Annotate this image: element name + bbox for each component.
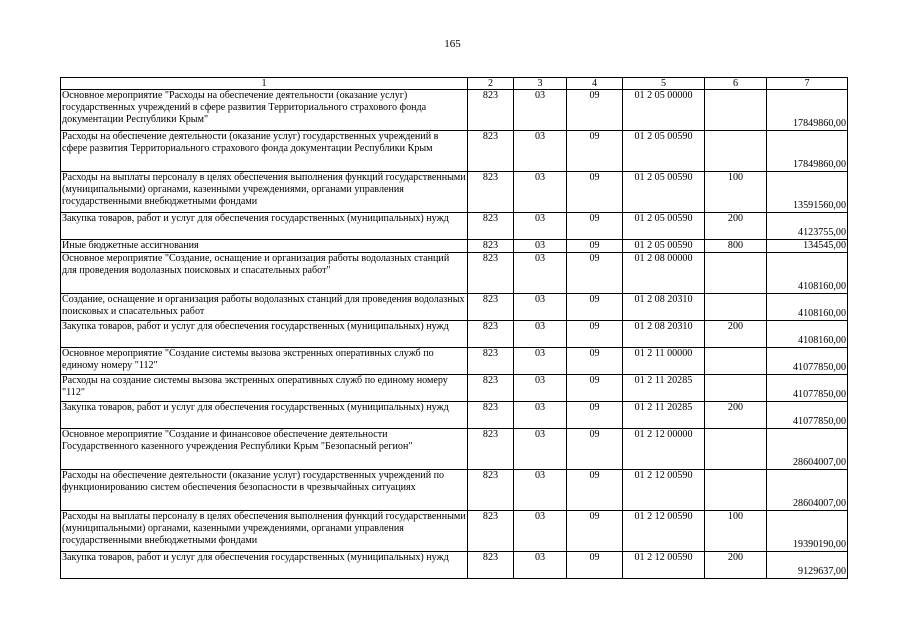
cell-col2: 823 [468, 90, 514, 131]
table-row [61, 172, 848, 213]
cell-amount: 13591560,00 [767, 172, 848, 213]
cell-amount: 4123755,00 [767, 213, 848, 240]
cell-col2: 823 [468, 402, 514, 429]
cell-col3: 03 [514, 172, 567, 213]
row-name: Расходы на обеспечение деятельности (оказание услуг) государственных учреждений по функционированию систем обеспечения безопасности в чрезвычайных ситуациях [61, 470, 468, 511]
cell-amount: 41077850,00 [767, 375, 848, 402]
cell-col3: 03 [514, 348, 567, 375]
cell-col4: 09 [567, 253, 623, 294]
table-row [61, 402, 848, 429]
cell-col5: 01 2 05 00590 [623, 240, 705, 253]
table-header-row [61, 78, 848, 90]
row-name: Закупка товаров, работ и услуг для обеспечения государственных (муниципальных) нужд [61, 552, 468, 579]
cell-col2: 823 [468, 348, 514, 375]
cell-col4: 09 [567, 294, 623, 321]
cell-col5: 01 2 08 00000 [623, 253, 705, 294]
row-name: Основное мероприятие "Расходы на обеспечение деятельности (оказание услуг) государственных учреждений в сфере развития Территориального страхового фонда документации Республики Крым" [61, 90, 468, 131]
cell-col6: 800 [705, 240, 767, 253]
cell-col5: 01 2 05 00000 [623, 90, 705, 131]
row-name: Основное мероприятие "Создание и финансовое обеспечение деятельности Государственного казенного учреждения Республики Крым "Безопасный регион" [61, 429, 468, 470]
cell-col5: 01 2 05 00590 [623, 213, 705, 240]
cell-col6 [705, 294, 767, 321]
table-row [61, 253, 848, 294]
cell-col6: 200 [705, 402, 767, 429]
cell-col5: 01 2 11 20285 [623, 375, 705, 402]
row-name: Расходы на выплаты персоналу в целях обеспечения выполнения функций государственными (муниципальными) органами, казенными учреждениями, органами управления государственными внебюджетными фондами [61, 511, 468, 552]
cell-col2: 823 [468, 172, 514, 213]
row-name: Закупка товаров, работ и услуг для обеспечения государственных (муниципальных) нужд [61, 213, 468, 240]
cell-amount: 4108160,00 [767, 321, 848, 348]
cell-col5: 01 2 08 20310 [623, 321, 705, 348]
cell-col2: 823 [468, 213, 514, 240]
table-row [61, 240, 848, 253]
cell-col6 [705, 131, 767, 172]
cell-col4: 09 [567, 511, 623, 552]
cell-col6 [705, 348, 767, 375]
cell-col2: 823 [468, 552, 514, 579]
cell-amount: 4108160,00 [767, 294, 848, 321]
table-row [61, 348, 848, 375]
cell-col3: 03 [514, 429, 567, 470]
cell-col5: 01 2 08 20310 [623, 294, 705, 321]
cell-col3: 03 [514, 240, 567, 253]
cell-col5: 01 2 05 00590 [623, 131, 705, 172]
cell-col5: 01 2 11 00000 [623, 348, 705, 375]
cell-col3: 03 [514, 470, 567, 511]
cell-col3: 03 [514, 213, 567, 240]
cell-col6: 200 [705, 213, 767, 240]
cell-col2: 823 [468, 375, 514, 402]
cell-amount: 41077850,00 [767, 402, 848, 429]
table-row [61, 321, 848, 348]
table-row [61, 511, 848, 552]
cell-col6: 100 [705, 172, 767, 213]
cell-col6 [705, 470, 767, 511]
cell-col4: 09 [567, 375, 623, 402]
row-name: Расходы на обеспечение деятельности (оказание услуг) государственных учреждений в сфере развития Территориального страхового фонда документации Республики Крым [61, 131, 468, 172]
cell-col3: 03 [514, 402, 567, 429]
cell-amount: 4108160,00 [767, 253, 848, 294]
row-name: Иные бюджетные ассигнования [61, 240, 468, 253]
column-header: 1 [61, 78, 468, 90]
table-row [61, 131, 848, 172]
table-row [61, 552, 848, 579]
cell-col4: 09 [567, 213, 623, 240]
cell-col3: 03 [514, 90, 567, 131]
cell-amount: 9129637,00 [767, 552, 848, 579]
cell-col3: 03 [514, 294, 567, 321]
cell-col3: 03 [514, 375, 567, 402]
row-name: Расходы на создание системы вызова экстренных оперативных служб по единому номеру "112" [61, 375, 468, 402]
cell-col2: 823 [468, 511, 514, 552]
cell-amount: 134545,00 [767, 240, 848, 253]
cell-col4: 09 [567, 321, 623, 348]
cell-col6 [705, 90, 767, 131]
cell-col2: 823 [468, 470, 514, 511]
cell-col3: 03 [514, 511, 567, 552]
row-name: Расходы на выплаты персоналу в целях обеспечения выполнения функций государственными (муниципальными) органами, казенными учреждениями, органами управления государственными внебюджетными фондами [61, 172, 468, 213]
column-header: 7 [767, 78, 848, 90]
cell-col2: 823 [468, 253, 514, 294]
cell-col5: 01 2 12 00590 [623, 470, 705, 511]
cell-col6 [705, 429, 767, 470]
cell-col6: 200 [705, 552, 767, 579]
cell-col4: 09 [567, 131, 623, 172]
row-name: Закупка товаров, работ и услуг для обеспечения государственных (муниципальных) нужд [61, 402, 468, 429]
table-row [61, 213, 848, 240]
cell-col6: 200 [705, 321, 767, 348]
cell-col2: 823 [468, 294, 514, 321]
row-name: Создание, оснащение и организация работы водолазных станций для проведения водолазных поисковых и спасательных работ [61, 294, 468, 321]
cell-amount: 28604007,00 [767, 470, 848, 511]
budget-table [60, 77, 848, 579]
cell-col4: 09 [567, 172, 623, 213]
column-header: 3 [514, 78, 567, 90]
cell-col2: 823 [468, 131, 514, 172]
cell-col5: 01 2 12 00000 [623, 429, 705, 470]
row-name: Основное мероприятие "Создание, оснащение и организация работы водолазных станций для проведения водолазных поисковых и спасательных работ" [61, 253, 468, 294]
cell-col4: 09 [567, 90, 623, 131]
cell-col6: 100 [705, 511, 767, 552]
page-number: 165 [444, 38, 461, 50]
cell-col6 [705, 253, 767, 294]
cell-col4: 09 [567, 348, 623, 375]
cell-col6 [705, 375, 767, 402]
column-header: 4 [567, 78, 623, 90]
cell-col4: 09 [567, 240, 623, 253]
cell-col5: 01 2 12 00590 [623, 511, 705, 552]
cell-amount: 17849860,00 [767, 131, 848, 172]
cell-col3: 03 [514, 321, 567, 348]
table-row [61, 375, 848, 402]
table-row [61, 470, 848, 511]
cell-col5: 01 2 12 00590 [623, 552, 705, 579]
cell-amount: 17849860,00 [767, 90, 848, 131]
cell-amount: 19390190,00 [767, 511, 848, 552]
cell-col3: 03 [514, 552, 567, 579]
cell-col4: 09 [567, 470, 623, 511]
cell-col4: 09 [567, 402, 623, 429]
column-header: 6 [705, 78, 767, 90]
cell-col2: 823 [468, 321, 514, 348]
cell-col3: 03 [514, 253, 567, 294]
cell-col4: 09 [567, 429, 623, 470]
table-row [61, 429, 848, 470]
cell-amount: 28604007,00 [767, 429, 848, 470]
cell-col5: 01 2 05 00590 [623, 172, 705, 213]
column-header: 2 [468, 78, 514, 90]
cell-col5: 01 2 11 20285 [623, 402, 705, 429]
row-name: Закупка товаров, работ и услуг для обеспечения государственных (муниципальных) нужд [61, 321, 468, 348]
row-name: Основное мероприятие "Создание системы вызова экстренных оперативных служб по единому номеру "112" [61, 348, 468, 375]
table-row [61, 90, 848, 131]
table-row [61, 294, 848, 321]
cell-col3: 03 [514, 131, 567, 172]
column-header: 5 [623, 78, 705, 90]
cell-col4: 09 [567, 552, 623, 579]
cell-col2: 823 [468, 429, 514, 470]
cell-col2: 823 [468, 240, 514, 253]
cell-amount: 41077850,00 [767, 348, 848, 375]
